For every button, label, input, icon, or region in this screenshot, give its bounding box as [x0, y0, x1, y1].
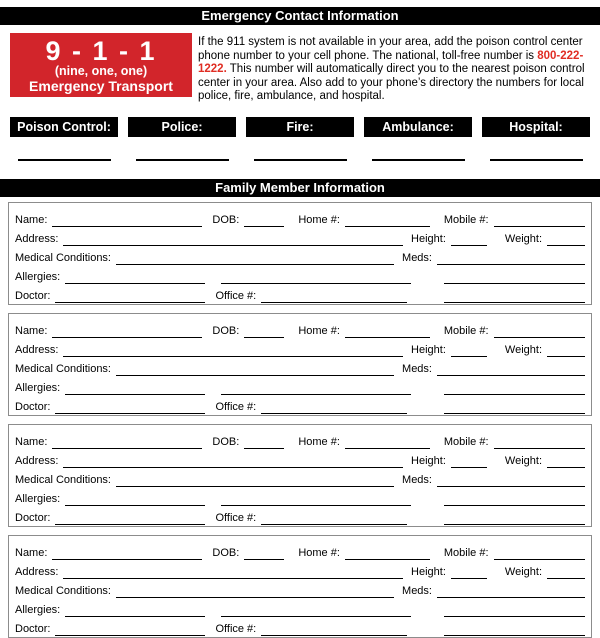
member-row-allergies [15, 376, 585, 395]
height-label: Height: [411, 343, 446, 356]
section-header-emergency-title: Emergency Contact Information [201, 8, 399, 23]
section-header-family-title: Family Member Information [215, 179, 385, 195]
home-phone-label: Home #: [298, 435, 340, 448]
allergies-label: Allergies: [15, 270, 61, 283]
member-row-allergies [15, 598, 585, 617]
police-phone-field[interactable] [136, 137, 229, 161]
member-row-address [15, 227, 585, 246]
office-phone-field[interactable] [261, 622, 407, 636]
weight-label: Weight: [504, 454, 542, 467]
meds-continuation-field[interactable] [444, 492, 585, 506]
allergies-label: Allergies: [15, 603, 61, 616]
medical-conditions-field[interactable] [116, 584, 394, 598]
family-member-card [8, 313, 592, 416]
contact-label-fire: Fire: [246, 117, 354, 137]
member-row-allergies [15, 487, 585, 506]
emergency-contacts-row [10, 117, 590, 161]
meds-label: Meds: [402, 362, 432, 375]
member-row-medical [15, 246, 585, 265]
family-member-card [8, 535, 592, 638]
home-phone-field[interactable] [345, 213, 430, 227]
911-number: 9 - 1 - 1 [45, 36, 157, 66]
home-phone-label: Home #: [298, 213, 340, 226]
meds-label: Meds: [402, 251, 432, 264]
office-phone-label: Office #: [215, 400, 257, 413]
member-row-identity [15, 541, 585, 560]
meds-continuation-field-2[interactable] [444, 289, 585, 303]
doctor-field[interactable] [55, 400, 205, 414]
home-phone-field[interactable] [345, 546, 430, 560]
ambulance-phone-field[interactable] [372, 137, 465, 161]
height-label: Height: [411, 232, 446, 245]
meds-field[interactable] [437, 473, 585, 487]
allergies-field[interactable] [65, 492, 205, 506]
address-label: Address: [15, 454, 59, 467]
911-caption: Emergency Transport System [29, 78, 173, 110]
height-field[interactable] [451, 343, 487, 357]
member-row-identity [15, 208, 585, 227]
meds-continuation-field-2[interactable] [444, 400, 585, 414]
medical-conditions-label: Medical Conditions: [15, 473, 111, 486]
allergies-label: Allergies: [15, 492, 61, 505]
meds-continuation-field-2[interactable] [444, 622, 585, 636]
meds-field[interactable] [437, 584, 585, 598]
contact-col-poison-control [10, 117, 118, 161]
member-row-doctor [15, 617, 585, 636]
contact-col-ambulance [364, 117, 472, 161]
poison-control-hotline: 800-222-1222. [198, 49, 584, 75]
dob-field[interactable] [244, 435, 284, 449]
doctor-field[interactable] [55, 289, 205, 303]
poison-control-info [198, 33, 596, 104]
member-row-doctor [15, 284, 585, 303]
allergies-label: Allergies: [15, 381, 61, 394]
home-phone-label: Home #: [298, 546, 340, 559]
dob-field[interactable] [244, 213, 284, 227]
name-label: Name: [15, 546, 48, 559]
hospital-phone-field[interactable] [490, 137, 583, 161]
meds-field[interactable] [437, 362, 585, 376]
meds-field[interactable] [437, 251, 585, 265]
dob-label: DOB: [212, 213, 240, 226]
meds-continuation-field[interactable] [444, 381, 585, 395]
member-row-allergies [15, 265, 585, 284]
name-field[interactable] [52, 324, 202, 338]
name-field[interactable] [52, 213, 202, 227]
home-phone-label: Home #: [298, 324, 340, 337]
weight-field[interactable] [547, 454, 585, 468]
member-row-address [15, 449, 585, 468]
doctor-label: Doctor: [15, 289, 51, 302]
weight-field[interactable] [547, 565, 585, 579]
member-row-address [15, 338, 585, 357]
allergies-continuation-field[interactable] [221, 492, 411, 506]
contact-label-poison-control: Poison Control: [10, 117, 118, 137]
info-text-after: This number will automatically direct you to the nearest poison control center in your area. Also add to your phone’s directory the numbers for local police, fire, ambulance, and hospital. [198, 63, 585, 102]
meds-label: Meds: [402, 584, 432, 597]
contact-col-police [128, 117, 236, 161]
fire-phone-field[interactable] [254, 137, 347, 161]
dob-field[interactable] [244, 546, 284, 560]
doctor-label: Doctor: [15, 622, 51, 635]
allergies-field[interactable] [65, 603, 205, 617]
address-label: Address: [15, 565, 59, 578]
mobile-phone-label: Mobile #: [443, 435, 489, 448]
name-label: Name: [15, 213, 48, 226]
weight-field[interactable] [547, 343, 585, 357]
office-phone-label: Office #: [215, 511, 257, 524]
mobile-phone-label: Mobile #: [443, 324, 489, 337]
address-label: Address: [15, 343, 59, 356]
address-label: Address: [15, 232, 59, 245]
medical-conditions-label: Medical Conditions: [15, 584, 111, 597]
weight-label: Weight: [504, 232, 542, 245]
poison-control-phone-field[interactable] [18, 137, 111, 161]
doctor-field[interactable] [55, 622, 205, 636]
allergies-continuation-field[interactable] [221, 381, 411, 395]
office-phone-label: Office #: [215, 289, 257, 302]
weight-label: Weight: [504, 565, 542, 578]
member-row-identity [15, 430, 585, 449]
dob-label: DOB: [212, 546, 240, 559]
meds-label: Meds: [402, 473, 432, 486]
doctor-label: Doctor: [15, 511, 51, 524]
address-field[interactable] [63, 565, 403, 579]
medical-conditions-field[interactable] [116, 251, 394, 265]
contact-col-hospital [482, 117, 590, 161]
meds-continuation-field[interactable] [444, 603, 585, 617]
name-field[interactable] [52, 546, 202, 560]
mobile-phone-field[interactable] [494, 546, 585, 560]
member-row-doctor [15, 395, 585, 414]
mobile-phone-field[interactable] [494, 435, 585, 449]
member-row-doctor [15, 506, 585, 525]
name-field[interactable] [52, 435, 202, 449]
medical-conditions-field[interactable] [116, 362, 394, 376]
height-field[interactable] [451, 565, 487, 579]
member-row-medical [15, 468, 585, 487]
contact-label-hospital: Hospital: [482, 117, 590, 137]
office-phone-field[interactable] [261, 400, 407, 414]
family-members [8, 202, 592, 638]
medical-conditions-label: Medical Conditions: [15, 251, 111, 264]
address-field[interactable] [63, 343, 403, 357]
office-phone-field[interactable] [261, 511, 407, 525]
allergies-continuation-field[interactable] [221, 603, 411, 617]
info-text-before: If the 911 system is not available in your area, add the poison control center phone number to your cell phone. The national, toll-free number is [198, 36, 583, 62]
family-member-card [8, 202, 592, 305]
address-field[interactable] [63, 232, 403, 246]
allergies-field[interactable] [65, 381, 205, 395]
weight-label: Weight: [504, 343, 542, 356]
meds-continuation-field[interactable] [444, 270, 585, 284]
name-label: Name: [15, 324, 48, 337]
dob-field[interactable] [244, 324, 284, 338]
911-number-words: (nine, one, one) [54, 64, 148, 78]
contact-label-police: Police: [128, 117, 236, 137]
top-section [10, 33, 596, 110]
dob-label: DOB: [212, 324, 240, 337]
allergies-field[interactable] [65, 270, 205, 284]
member-row-address [15, 560, 585, 579]
height-field[interactable] [451, 454, 487, 468]
address-field[interactable] [63, 454, 403, 468]
dob-label: DOB: [212, 435, 240, 448]
section-header-family [0, 179, 600, 197]
contact-col-fire [246, 117, 354, 161]
mobile-phone-label: Mobile #: [443, 213, 489, 226]
member-row-medical [15, 579, 585, 598]
emergency-contact-form [0, 7, 600, 635]
doctor-label: Doctor: [15, 400, 51, 413]
home-phone-field[interactable] [345, 324, 430, 338]
section-header-emergency [0, 7, 600, 25]
contact-label-ambulance: Ambulance: [364, 117, 472, 137]
member-row-identity [15, 319, 585, 338]
height-field[interactable] [451, 232, 487, 246]
mobile-phone-field[interactable] [494, 213, 585, 227]
home-phone-field[interactable] [345, 435, 430, 449]
office-phone-label: Office #: [215, 622, 257, 635]
weight-field[interactable] [547, 232, 585, 246]
mobile-phone-label: Mobile #: [443, 546, 489, 559]
height-label: Height: [411, 565, 446, 578]
meds-continuation-field-2[interactable] [444, 511, 585, 525]
member-row-medical [15, 357, 585, 376]
allergies-continuation-field[interactable] [221, 270, 411, 284]
medical-conditions-label: Medical Conditions: [15, 362, 111, 375]
mobile-phone-field[interactable] [494, 324, 585, 338]
doctor-field[interactable] [55, 511, 205, 525]
height-label: Height: [411, 454, 446, 467]
911-callout [10, 33, 192, 110]
medical-conditions-field[interactable] [116, 473, 394, 487]
office-phone-field[interactable] [261, 289, 407, 303]
family-member-card [8, 424, 592, 527]
name-label: Name: [15, 435, 48, 448]
